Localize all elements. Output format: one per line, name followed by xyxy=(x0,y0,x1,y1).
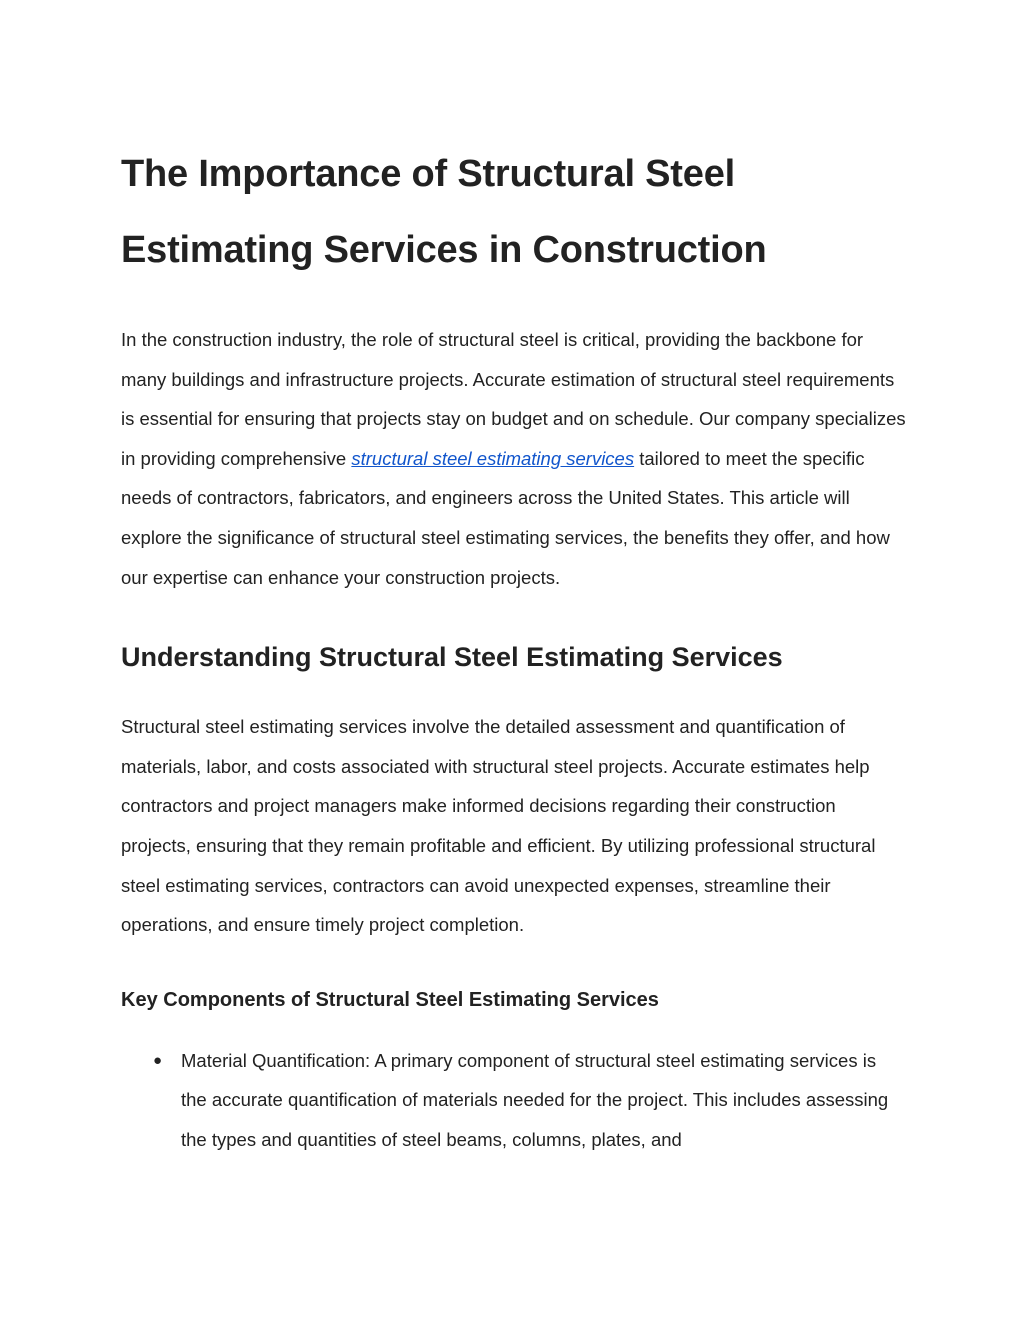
intro-paragraph xyxy=(121,320,906,597)
bullet-icon: ● xyxy=(153,1051,163,1069)
document-page xyxy=(121,136,906,1160)
section-heading-understanding: Understanding Structural Steel Estimating Services xyxy=(121,642,783,673)
intro-text-after-link: tailored to meet the specific needs of contractors, fabricators, and engineers across the United States. This article will explore the significance of structural steel estimating services, the benefits they offer, and how our expertise can enhance your construction projects. xyxy=(121,447,890,588)
key-components-list xyxy=(121,1041,906,1160)
list-item-text: Material Quantification: A primary component of structural steel estimating services is the accurate quantification of materials needed for the project. This includes assessing the types and quantities of steel beams, columns, plates, and xyxy=(181,1049,889,1150)
section-heading-key-components: Key Components of Structural Steel Estimating Services xyxy=(121,988,659,1011)
intro-text-before-link: In the construction industry, the role of structural steel is critical, providing the backbone for many buildings and infrastructure projects. Accurate estimation of structural steel requirements is essential for ensuring that projects stay on budget and on schedule. Our company specializes in providing comprehensive xyxy=(121,329,906,469)
structural-steel-estimating-link[interactable]: structural steel estimating services xyxy=(351,447,635,469)
document-title: The Importance of Structural Steel Estimating Services in Construction xyxy=(121,153,767,271)
section-paragraph-understanding: Structural steel estimating services involve the detailed assessment and quantification of materials, labor, and costs associated with structural steel projects. Accurate estimates help contractors and project managers make informed decisions regarding their construction projects, ensuring that they remain profitable and efficient. By utilizing professional structural steel estimating services, contractors can avoid unexpected expenses, streamline their operations, and ensure timely project completion. xyxy=(121,716,876,936)
list-item xyxy=(153,1041,906,1160)
